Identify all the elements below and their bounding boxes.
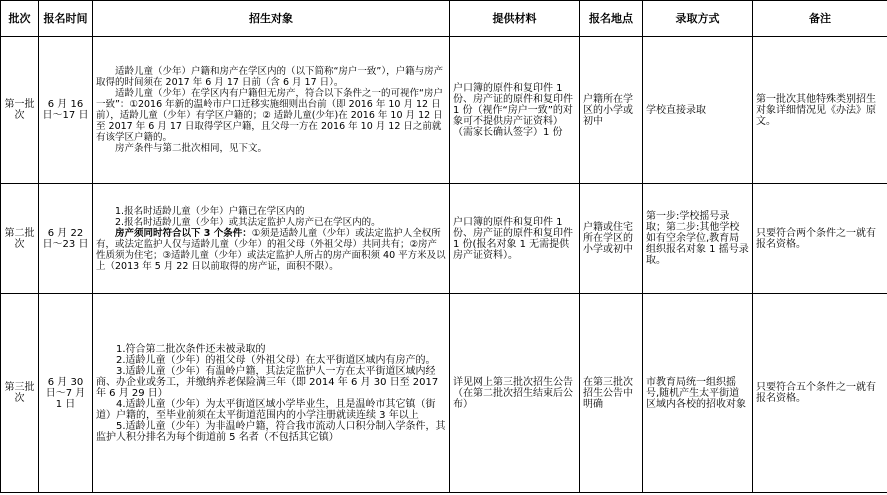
header-note: 备注 bbox=[753, 1, 887, 37]
method-cell: 第一步:学校摇号录取；第二步:其他学校如有空余学位,教育局组织报名对象 1 摇号录取。 bbox=[643, 184, 753, 294]
conditions-heading: 房产须同时符合以下 3 个条件： bbox=[115, 227, 252, 239]
note-cell: 只要符合五个条件之一就有报名资格。 bbox=[753, 294, 887, 493]
materials-cell: 详见网上第三批次招生公告（在第二批次招生结束后公布） bbox=[450, 294, 580, 493]
header-method: 录取方式 bbox=[643, 1, 753, 37]
target-item: 2.报名时适龄儿童（少年）或其法定监护人房产已在学区内的。 bbox=[115, 216, 381, 228]
target-item: 5.适龄儿童（少年）为非温岭户籍，符合我市流动人口积分制入学条件，其监护人积分排名为每个街道前 5 名者（不包括其它镇） bbox=[96, 420, 446, 443]
header-time: 报名时间 bbox=[39, 1, 93, 37]
place-cell: 在第三批次招生公告中明确 bbox=[580, 294, 643, 493]
materials-cell: 户口簿的原件和复印件 1 份、房产证的原件和复印件 1 份(报名对象 1 无需提供房产证资料）。 bbox=[450, 184, 580, 294]
table-row bbox=[1, 37, 887, 184]
target-conditions bbox=[96, 228, 446, 272]
header-materials: 提供材料 bbox=[450, 1, 580, 37]
note-cell: 只要符合两个条件之一就有报名资格。 bbox=[753, 184, 887, 294]
method-cell: 学校直接录取 bbox=[643, 37, 753, 184]
place-cell: 户籍所在学区的小学或初中 bbox=[580, 37, 643, 184]
table-row bbox=[1, 184, 887, 294]
target-paragraph: 房产条件与第二批次相同，见下文。 bbox=[115, 143, 268, 154]
time-cell: 6 月 22 日～23 日 bbox=[39, 184, 93, 294]
header-target: 招生对象 bbox=[93, 1, 450, 37]
place-cell: 户籍或住宅所在学区的小学或初中 bbox=[580, 184, 643, 294]
batch-cell: 第三批次 bbox=[1, 294, 39, 493]
batch-cell: 第二批次 bbox=[1, 184, 39, 294]
target-item: 3.适龄儿童（少年）有温岭户籍，其法定监护人一方在太平街道区域内经商、办企业或务工，并缴纳养老保险满三年（即 2014 年 6 月 30 日至 2017 年 6 月 29 日） bbox=[96, 365, 439, 399]
time-cell: 6 月 30 日～7 月 1 日 bbox=[39, 294, 93, 493]
header-batch: 批次 bbox=[1, 1, 39, 37]
batch-cell: 第一批次 bbox=[1, 37, 39, 184]
note-cell: 第一批次其他特殊类别招生对象详细情况见《办法》原文。 bbox=[753, 37, 887, 184]
target-cell bbox=[93, 37, 450, 184]
header-place: 报名地点 bbox=[580, 1, 643, 37]
materials-cell: 户口簿的原件和复印件 1 份、房产证的原件和复印件 1 份（视作“房户一致”的对象可不提供房产证资料）（需家长确认签字）1 份 bbox=[450, 37, 580, 184]
target-cell bbox=[93, 184, 450, 294]
target-item: 2.适龄儿童（少年）的祖父母（外祖父母）在太平街道区域内有房产的。 bbox=[116, 354, 436, 366]
table-row bbox=[1, 294, 887, 493]
target-paragraph: 适龄儿童（少年）户籍和房产在学区内的（以下简称“房户一致”），户籍与房产取得的时间须在 2017 年 6 月 17 日前（含 6 月 17 日）。 bbox=[96, 66, 444, 88]
conditions-text: ①须是适龄儿童（少年）或法定监护人全权所有，或法定监护人仅与适龄儿童（少年）的祖父母（外祖父母）共同共有；②房产性质须为住宅；③适龄儿童（少年）或法定监护人所占的房产面积须 40 平方米及以上（2013 年 5 月 22 日以前取得的房产证，面积不限）。 bbox=[96, 227, 446, 272]
header-row bbox=[1, 1, 887, 37]
target-paragraph: 适龄儿童（少年）在学区内有户籍但无房产，符合以下条件之一的可视作“房户一致”：①2016 年新的温岭市户口迁移实施细则出台前（即 2016 年 10 月 12 日前），适龄儿童（少年）有学区户籍的；② 适龄儿童(少年)在 2016 年 10 月 12 日至 2017 年 6 月 17 日取得学区户籍，且父母一方在 2016 年 10 月 12 日之前就有该学区户籍的。 bbox=[96, 88, 443, 143]
method-cell: 市教育局统一组织摇号,随机产生太平街道区域内各校的招收对象 bbox=[643, 294, 753, 493]
target-item: 1.符合第二批次条件还未被录取的 bbox=[116, 343, 266, 355]
target-cell bbox=[93, 294, 450, 493]
target-item: 1.报名时适龄儿童（少年）户籍已在学区内的 bbox=[115, 205, 305, 217]
target-item: 4.适龄儿童（少年）为太平街道区域小学毕业生，且是温岭市其它镇（街道）户籍的，至毕业前须在太平街道范围内的小学注册就读连续 3 年以上 bbox=[96, 398, 436, 421]
time-cell: 6 月 16 日～17 日 bbox=[39, 37, 93, 184]
